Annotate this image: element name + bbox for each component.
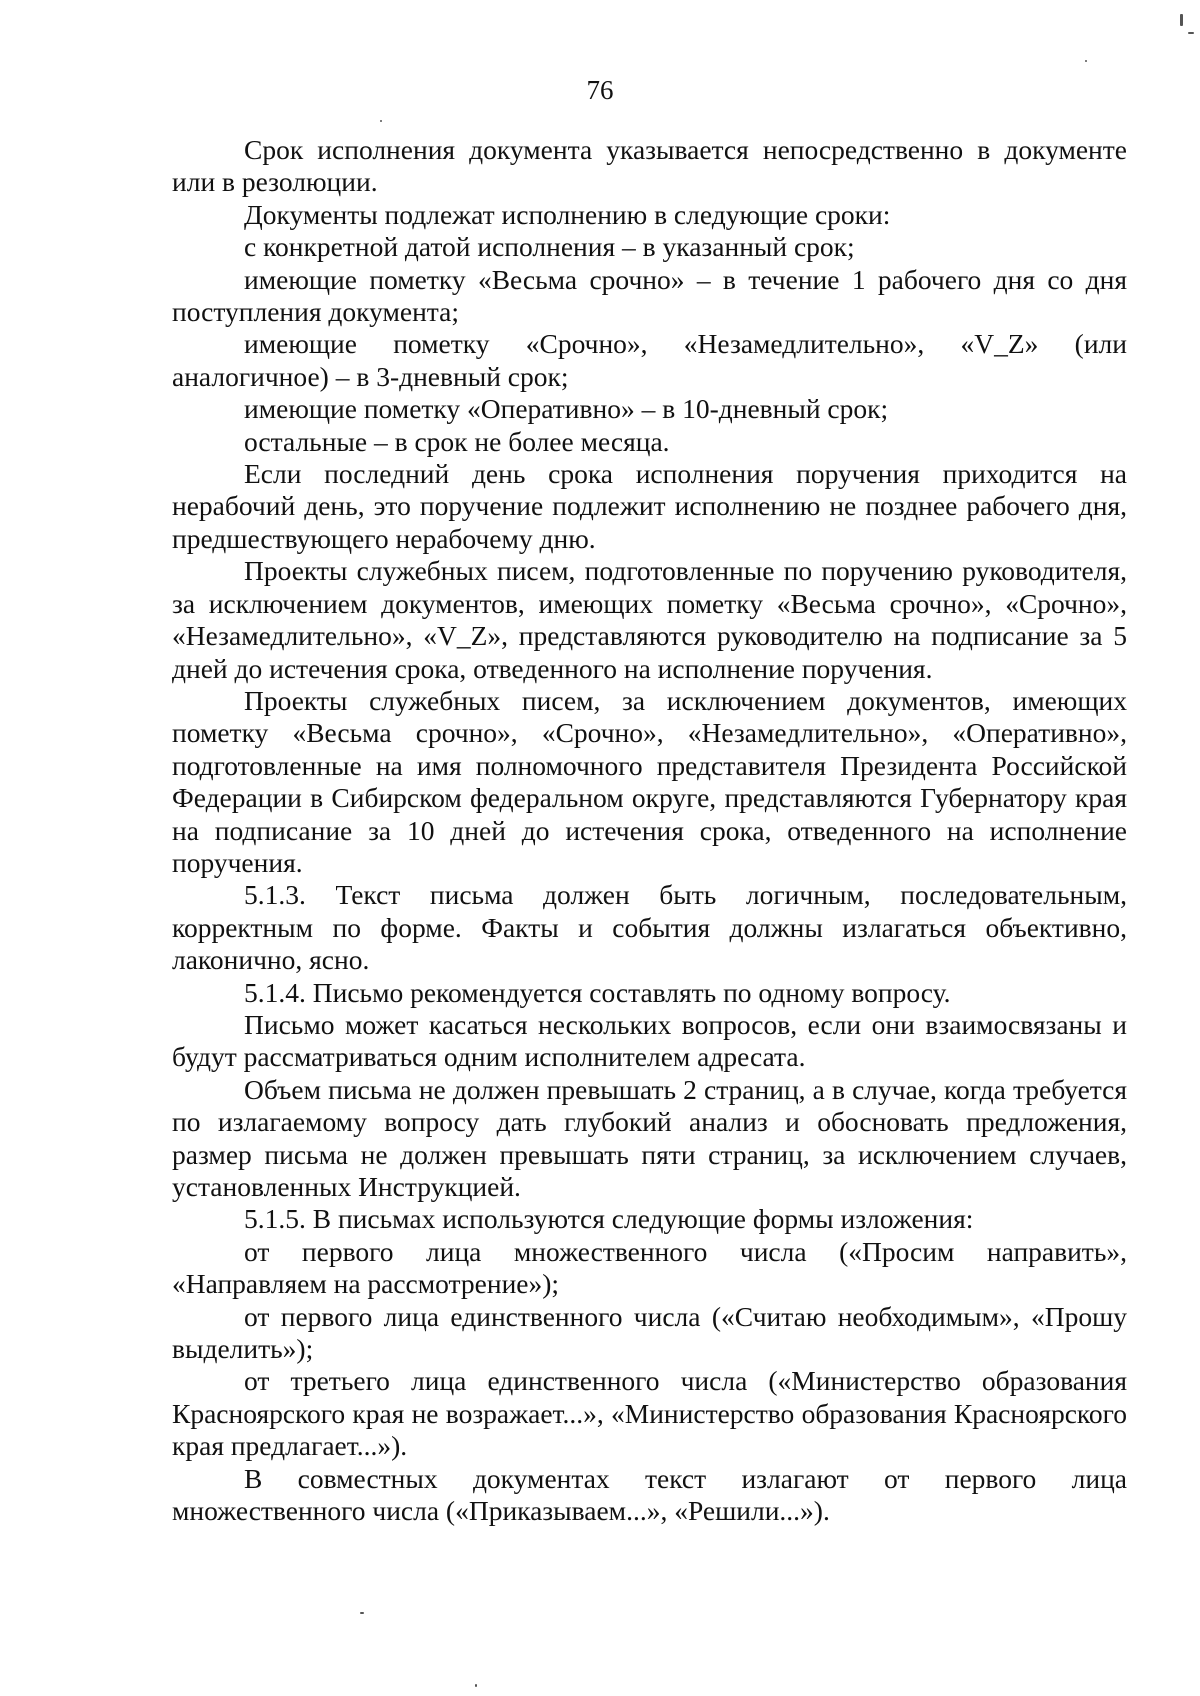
scan-speck [1085,60,1087,62]
page-number: 76 [586,75,614,105]
scan-speck [380,120,382,122]
paragraph-letter-volume: Объем письма не должен превышать 2 страниц, а в случае, когда требуется по излагаемому вопросу дать глубокий анализ и обосновать предложения, размер письма не должен превышать пяти страниц, за исключением случаев, установленных Инструкцией. [172,1073,1127,1202]
paragraph-several-questions: Письмо может касаться нескольких вопросов, если они взаимосвязаны и будут рассматриваться одним исполнителем адресата. [172,1008,1127,1073]
paragraph-operative: имеющие пометку «Оперативно» – в 10-дневный срок; [244,393,889,425]
paragraph-draft-letters-governor: Проекты служебных писем, за исключением документов, имеющих пометку «Весьма срочно», «Срочно», «Незамедлительно», «Оперативно», подготовленные на имя полномочного представителя Президента Российской Федерации в Сибирском федеральном округе, представляются Губернатору края на подписание за 10 дней до истечения срока, отведенного на исполнение поручения. [172,684,1127,878]
paragraph-non-working-day: Если последний день срока исполнения поручения приходится на нерабочий день, это поручение подлежит исполнению не позднее рабочего дня, предшествующего нерабочему дню. [172,458,1127,554]
paragraph-very-urgent: имеющие пометку «Весьма срочно» – в течение 1 рабочего дня со дня поступления документа; [172,263,1127,328]
paragraph-deadline-indication: Срок исполнения документа указывается непосредственно в документе или в резолюции. [172,134,1127,198]
paragraph-joint-documents: В совместных документах текст излагают от первого лица множественного числа («Приказываем...», «Решили...»). [172,1462,1127,1527]
paragraph-others: остальные – в срок не более месяца. [244,425,670,457]
scan-speck [1188,32,1194,34]
paragraph-section-5-1-4: 5.1.4. Письмо рекомендуется составлять по одному вопросу. [244,976,951,1008]
document-body [172,134,1127,1527]
scan-speck [1180,14,1183,26]
scan-speck [360,1612,364,1614]
paragraph-draft-letters-head: Проекты служебных писем, подготовленные по поручению руководителя, за исключением документов, имеющих пометку «Весьма срочно», «Срочно», «Незамедлительно», «V_Z», представляются руководителю на подписание за 5 дней до истечения срока, отведенного на исполнение поручения. [172,555,1127,684]
paragraph-specific-date: с конкретной датой исполнения – в указанный срок; [244,231,855,263]
scan-speck [475,1684,477,1687]
paragraph-deadlines-intro: Документы подлежат исполнению в следующие сроки: [244,198,891,230]
paragraph-first-person-plural: от первого лица множественного числа («Просим направить», «Направляем на рассмотрение»); [172,1235,1127,1300]
paragraph-urgent: имеющие пометку «Срочно», «Незамедлительно», «V_Z» (или аналогичное) – в 3-дневный срок; [172,328,1127,392]
paragraph-section-5-1-3: 5.1.3. Текст письма должен быть логичным, последовательным, корректным по форме. Факты и события должны излагаться объективно, лаконично, ясно. [172,879,1127,976]
paragraph-first-person-singular: от первого лица единственного числа («Считаю необходимым», «Прошу выделить»); [172,1300,1127,1365]
paragraph-third-person-singular: от третьего лица единственного числа («Министерство образования Красноярского края не возражает...», «Министерство образования Красноярского края предлагает...»). [172,1365,1127,1462]
paragraph-section-5-1-5: 5.1.5. В письмах используются следующие формы изложения: [244,1203,974,1235]
